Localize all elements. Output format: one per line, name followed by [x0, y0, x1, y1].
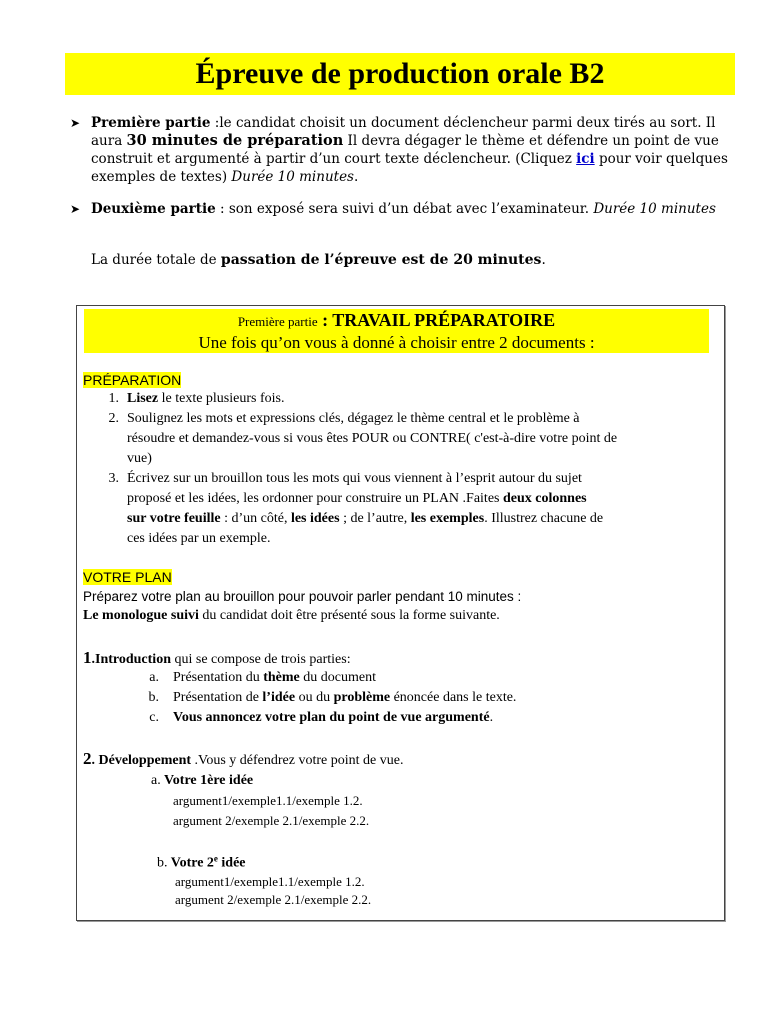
preparation-list	[77, 389, 717, 549]
list-item: 2. Soulignez les mots et expressions clés, dégagez le thème central et le problème à résoudre et demandez-vous si vous êtes POUR ou CONTRE( c'est-à-dire votre point de vue)	[108, 411, 618, 466]
idea-2: b. Votre 2e idée argument1/exemple1.1/exemple 1.2. argument 2/exemple 2.1/exemple 2.2.	[157, 853, 372, 907]
total-duration: La durée totale de passation de l’épreuve est de 20 minutes.	[91, 252, 546, 268]
page-title: Épreuve de production orale B2	[65, 53, 735, 95]
box-header-subtitle: Une fois qu’on vous à donné à choisir entre 2 documents :	[198, 333, 595, 352]
introduction-list	[77, 668, 707, 728]
box-header: Première partie : TRAVAIL PRÉPARATOIRE Une fois qu’on vous à donné à choisir entre 2 documents :	[84, 309, 709, 353]
part1-text: Première partie :le candidat choisit un document déclencheur parmi deux tirés au sort. Il aura 30 minutes de préparation Il devra dégager le thème et défendre un point de vue construit et argumenté à partir d’un court texte déclencheur. (Cliquez ici pour voir quelques exemples de textes) Durée 10 minutes.	[91, 115, 728, 185]
box-header-small: Première partie	[237, 314, 318, 329]
section-plan: VOTRE PLAN	[83, 569, 172, 585]
list-item: 3. Écrivez sur un brouillon tous les mots qui vous viennent à l’esprit autour du sujet proposé et les idées, les ordonner pour construire un PLAN .Faites deux colonnes sur votre feuille : d’un côté, les idées ; de l’autre, les exemples. Illustrez chacune de ces idées par un exemple.	[108, 471, 604, 546]
arrowhead-bullet-icon: ➤	[70, 116, 81, 130]
list-item: b. Présentation de l’idée ou du problème énoncée dans le texte.	[148, 690, 517, 705]
development-section: 2. Développement .Vous y défendrez votre point de vue.	[83, 749, 404, 768]
list-item: a. Présentation du thème du document	[149, 670, 376, 685]
box-header-title: TRAVAIL PRÉPARATOIRE	[332, 310, 556, 330]
plan-intro: Préparez votre plan au brouillon pour pouvoir parler pendant 10 minutes : Le monologue suivi du candidat doit être présenté sous la forme suivante.	[83, 589, 522, 623]
idea-1: a. Votre 1ère idée argument1/exemple1.1/exemple 1.2. argument 2/exemple 2.1/exemple 2.2.	[151, 773, 370, 828]
examples-link[interactable]: ici	[576, 151, 595, 167]
section-preparation: PRÉPARATION	[83, 372, 182, 388]
part2-text: Deuxième partie : son exposé sera suivi d’un débat avec l’examinateur. Durée 10 minutes	[91, 201, 716, 217]
list-item: 1. Lisez le texte plusieurs fois.	[108, 391, 285, 406]
introduction-section: 1.Introduction qui se compose de trois parties:	[83, 648, 351, 667]
list-item: c. Vous annoncez votre plan du point de vue argumenté.	[149, 710, 494, 725]
preparation-box	[76, 305, 725, 921]
arrowhead-bullet-icon: ➤	[70, 202, 81, 216]
